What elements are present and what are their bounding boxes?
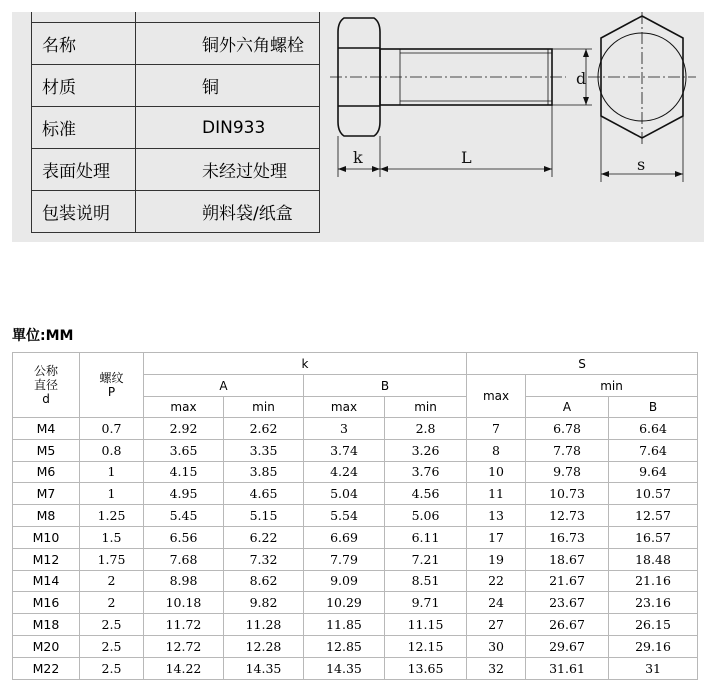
- table-cell: 12.85: [304, 635, 385, 657]
- table-row: [13, 614, 698, 636]
- header-s-min: min: [526, 375, 698, 397]
- table-cell: M7: [13, 483, 80, 505]
- table-cell: 11.85: [304, 614, 385, 636]
- table-cell: 21.67: [526, 570, 609, 592]
- table-cell: 10: [467, 461, 526, 483]
- spec-row-cut: [32, 12, 320, 23]
- table-cell: 24: [467, 592, 526, 614]
- table-cell: 4.24: [304, 461, 385, 483]
- table-cell: 7.78: [526, 439, 609, 461]
- table-cell: 23.67: [526, 592, 609, 614]
- table-cell: 6.11: [385, 526, 467, 548]
- table-cell: 13.65: [385, 657, 467, 679]
- table-cell: 9.78: [526, 461, 609, 483]
- table-cell: M18: [13, 614, 80, 636]
- table-cell: 12.15: [385, 635, 467, 657]
- table-cell: 6.64: [609, 418, 698, 440]
- table-cell: 31: [609, 657, 698, 679]
- spec-row: [32, 65, 320, 107]
- table-cell: 9.09: [304, 570, 385, 592]
- spec-value: 铜外六角螺栓: [136, 23, 320, 65]
- table-cell: 3.76: [385, 461, 467, 483]
- table-cell: 1.25: [80, 505, 144, 527]
- table-cell: 8.51: [385, 570, 467, 592]
- table-cell: 1: [80, 461, 144, 483]
- label-k: k: [353, 148, 363, 167]
- table-cell: 8.98: [144, 570, 224, 592]
- header-kA-min: min: [224, 397, 304, 418]
- spec-key: 包装说明: [32, 191, 136, 233]
- header-k: k: [144, 353, 467, 375]
- table-row: [13, 418, 698, 440]
- spec-row: [32, 107, 320, 149]
- table-cell: M8: [13, 505, 80, 527]
- spec-table: [31, 12, 320, 233]
- table-cell: 21.16: [609, 570, 698, 592]
- table-cell: 14.35: [304, 657, 385, 679]
- table-cell: 8: [467, 439, 526, 461]
- table-cell: 6.78: [526, 418, 609, 440]
- table-cell: M6: [13, 461, 80, 483]
- table-cell: 14.22: [144, 657, 224, 679]
- table-row: [13, 548, 698, 570]
- table-cell: 26.67: [526, 614, 609, 636]
- table-cell: M20: [13, 635, 80, 657]
- table-cell: 5.15: [224, 505, 304, 527]
- table-cell: 0.8: [80, 439, 144, 461]
- table-row: [13, 505, 698, 527]
- header-s: S: [467, 353, 698, 375]
- table-cell: M16: [13, 592, 80, 614]
- table-cell: M5: [13, 439, 80, 461]
- table-row: [13, 570, 698, 592]
- spec-row: [32, 191, 320, 233]
- table-row: [13, 483, 698, 505]
- table-cell: 7.64: [609, 439, 698, 461]
- table-cell: 12.28: [224, 635, 304, 657]
- table-cell: 7.21: [385, 548, 467, 570]
- table-cell: 5.06: [385, 505, 467, 527]
- table-cell: 29.16: [609, 635, 698, 657]
- spec-value: 铜: [136, 65, 320, 107]
- header-kB-max: max: [304, 397, 385, 418]
- table-cell: 10.29: [304, 592, 385, 614]
- table-cell: 22: [467, 570, 526, 592]
- table-cell: 16.73: [526, 526, 609, 548]
- table-cell: 2.8: [385, 418, 467, 440]
- table-cell: 1.5: [80, 526, 144, 548]
- table-cell: 17: [467, 526, 526, 548]
- table-cell: 3.26: [385, 439, 467, 461]
- label-L: L: [461, 148, 472, 167]
- table-cell: 1.75: [80, 548, 144, 570]
- table-cell: 0.7: [80, 418, 144, 440]
- table-cell: 5.04: [304, 483, 385, 505]
- table-cell: 5.54: [304, 505, 385, 527]
- table-cell: 1: [80, 483, 144, 505]
- table-row: [13, 461, 698, 483]
- table-row: [13, 439, 698, 461]
- unit-label: 單位:MM: [12, 328, 74, 344]
- spec-value-cut: [136, 12, 320, 23]
- table-cell: 27: [467, 614, 526, 636]
- table-cell: 12.73: [526, 505, 609, 527]
- table-cell: 6.22: [224, 526, 304, 548]
- table-cell: 9.64: [609, 461, 698, 483]
- header-s-max: max: [467, 375, 526, 418]
- table-cell: 4.65: [224, 483, 304, 505]
- table-cell: M10: [13, 526, 80, 548]
- table-cell: 11: [467, 483, 526, 505]
- table-cell: 11.28: [224, 614, 304, 636]
- table-cell: 26.15: [609, 614, 698, 636]
- table-cell: 2.92: [144, 418, 224, 440]
- spec-key: 名称: [32, 23, 136, 65]
- table-cell: 32: [467, 657, 526, 679]
- table-cell: 12.57: [609, 505, 698, 527]
- table-cell: 7: [467, 418, 526, 440]
- table-cell: 10.57: [609, 483, 698, 505]
- table-cell: M4: [13, 418, 80, 440]
- table-cell: 30: [467, 635, 526, 657]
- table-row: [13, 657, 698, 679]
- spec-value: DIN933: [136, 107, 320, 149]
- table-cell: 12.72: [144, 635, 224, 657]
- table-cell: 2.62: [224, 418, 304, 440]
- spec-key: 标准: [32, 107, 136, 149]
- table-cell: 13: [467, 505, 526, 527]
- table-cell: 10.73: [526, 483, 609, 505]
- table-cell: 19: [467, 548, 526, 570]
- table-cell: 11.72: [144, 614, 224, 636]
- table-cell: 4.15: [144, 461, 224, 483]
- header-k-B: B: [304, 375, 467, 397]
- table-cell: 6.56: [144, 526, 224, 548]
- header-k-A: A: [144, 375, 304, 397]
- spec-value: 未经过处理: [136, 149, 320, 191]
- label-s: s: [637, 155, 646, 174]
- table-row: [13, 526, 698, 548]
- table-cell: 2: [80, 570, 144, 592]
- table-row: [13, 635, 698, 657]
- table-cell: 3.74: [304, 439, 385, 461]
- table-cell: 9.82: [224, 592, 304, 614]
- table-row: [13, 592, 698, 614]
- table-cell: M14: [13, 570, 80, 592]
- dimension-table: [12, 352, 698, 680]
- table-cell: 2: [80, 592, 144, 614]
- table-cell: 7.79: [304, 548, 385, 570]
- table-cell: 16.57: [609, 526, 698, 548]
- table-cell: 7.68: [144, 548, 224, 570]
- table-cell: 23.16: [609, 592, 698, 614]
- header-kB-min: min: [385, 397, 467, 418]
- table-cell: 10.18: [144, 592, 224, 614]
- table-cell: 11.15: [385, 614, 467, 636]
- spec-row: [32, 149, 320, 191]
- table-cell: 2.5: [80, 657, 144, 679]
- header-smin-B: B: [609, 397, 698, 418]
- table-cell: 31.61: [526, 657, 609, 679]
- table-cell: M12: [13, 548, 80, 570]
- table-cell: 3.65: [144, 439, 224, 461]
- table-cell: 18.67: [526, 548, 609, 570]
- header-smin-A: A: [526, 397, 609, 418]
- label-d: d: [576, 69, 587, 88]
- spec-row: [32, 23, 320, 65]
- table-cell: 2.5: [80, 635, 144, 657]
- table-cell: 4.56: [385, 483, 467, 505]
- table-cell: 14.35: [224, 657, 304, 679]
- table-cell: 2.5: [80, 614, 144, 636]
- header-nominal-diameter: 公称 直径 d: [13, 353, 80, 418]
- spec-value: 朔料袋/纸盒: [136, 191, 320, 233]
- header-thread-pitch: 螺纹 P: [80, 353, 144, 418]
- table-cell: 18.48: [609, 548, 698, 570]
- table-cell: 29.67: [526, 635, 609, 657]
- table-cell: 5.45: [144, 505, 224, 527]
- spec-key-cut: [32, 12, 136, 23]
- table-cell: 3.35: [224, 439, 304, 461]
- table-cell: 3: [304, 418, 385, 440]
- header-kA-max: max: [144, 397, 224, 418]
- table-cell: 9.71: [385, 592, 467, 614]
- table-cell: 7.32: [224, 548, 304, 570]
- table-cell: 8.62: [224, 570, 304, 592]
- spec-key: 表面处理: [32, 149, 136, 191]
- table-cell: 4.95: [144, 483, 224, 505]
- bolt-drawing: [330, 12, 700, 182]
- table-cell: 3.85: [224, 461, 304, 483]
- table-cell: M22: [13, 657, 80, 679]
- spec-key: 材质: [32, 65, 136, 107]
- table-cell: 6.69: [304, 526, 385, 548]
